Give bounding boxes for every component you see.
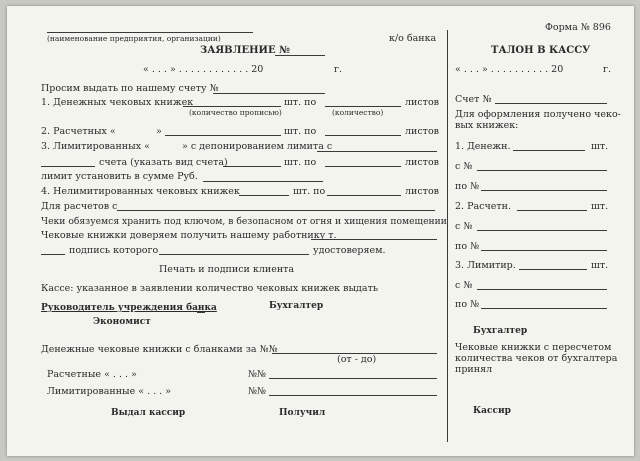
item1-caption-words: (количество прописью) <box>189 108 282 117</box>
signature-sample-line[interactable] <box>159 254 309 255</box>
r3-quantity-line[interactable] <box>519 269 587 270</box>
item3-quantity-line[interactable] <box>223 166 281 167</box>
item3-pcs: шт. по <box>284 157 317 168</box>
coupon-account-line[interactable] <box>495 103 607 104</box>
limited-label: Лимитированные « . . . » <box>47 386 172 397</box>
item4-quantity-line[interactable] <box>239 195 289 196</box>
limit-amount-line[interactable] <box>203 181 323 182</box>
bank-caption: к/о банка <box>389 33 437 44</box>
item2-close: » <box>156 126 162 137</box>
application-title: ЗАЯВЛЕНИЕ № <box>200 45 290 56</box>
item3-account: счета (указать вид счета) <box>99 157 228 168</box>
for-accounts-line[interactable] <box>117 210 435 211</box>
bank-head: Руководитель учреждения банка <box>41 303 217 313</box>
item2-label: 2. Расчетных « <box>41 126 116 137</box>
org-name-line[interactable] <box>47 32 253 33</box>
r2-from: с № <box>455 221 473 232</box>
item1-sheets-line[interactable] <box>325 106 401 107</box>
bank-head-line[interactable] <box>197 312 205 313</box>
r2-quantity-line[interactable] <box>517 210 587 211</box>
r2-to-line[interactable] <box>481 250 607 251</box>
r1-pcs: шт. <box>591 141 609 152</box>
item1-caption-qty: (количество) <box>332 108 384 117</box>
form-sheet <box>7 6 634 456</box>
signature-prefix-line[interactable] <box>41 254 65 255</box>
r1-from: с № <box>455 161 473 172</box>
application-date[interactable]: « . . . » . . . . . . . . . . . . 20 <box>143 64 264 75</box>
limit-line: лимит установить в сумме Руб. <box>41 171 198 182</box>
right-cashier: Кассир <box>473 406 511 416</box>
limited-range-line[interactable] <box>269 395 437 396</box>
received-caption-2: вых книжек: <box>455 120 519 131</box>
trust-line: Чековые книжки доверяем получить нашему работнику т. <box>41 230 337 241</box>
settlement-nn: №№ <box>248 369 266 380</box>
r2-from-line[interactable] <box>477 230 607 231</box>
for-accounts-label: Для расчетов с <box>41 201 118 212</box>
left-accountant: Бухгалтер <box>269 301 324 311</box>
r1-to: по № <box>455 181 480 192</box>
settlement-range-line[interactable] <box>269 378 437 379</box>
r3-from: с № <box>455 280 473 291</box>
item2-quantity-line[interactable] <box>165 135 281 136</box>
coupon-date[interactable]: « . . . » . . . . . . . . . . 20 <box>455 64 564 75</box>
cash-books: Денежные чековые книжки с бланками за №№ <box>41 344 278 355</box>
item4-pcs: шт. по <box>293 186 326 197</box>
item1-sheets: листов <box>405 97 440 108</box>
trust-person-line[interactable] <box>311 239 437 240</box>
item4-sheets-line[interactable] <box>327 195 401 196</box>
r3-pcs: шт. <box>591 260 609 271</box>
r1-from-line[interactable] <box>477 170 607 171</box>
certify: удостоверяем. <box>313 245 386 256</box>
org-caption: (наименование предприятия, организации) <box>47 34 221 43</box>
item4-sheets: листов <box>405 186 440 197</box>
item3-close: » с депонированием лимита с <box>182 141 333 152</box>
application-date-suffix: г. <box>334 64 342 75</box>
coupon-date-suffix: г. <box>603 64 611 75</box>
r3-label: 3. Лимитир. <box>455 260 516 271</box>
issued-by: Выдал кассир <box>111 408 186 418</box>
from-to-caption: (от - до) <box>337 354 377 365</box>
item1-label: 1. Денежных чековых книжек <box>41 97 194 108</box>
r2-label: 2. Расчетн. <box>455 201 511 212</box>
limited-nn: №№ <box>248 386 266 397</box>
item3-label: 3. Лимитированных « <box>41 141 150 152</box>
item3-sheets: листов <box>405 157 440 168</box>
item3-sheets-line[interactable] <box>325 166 401 167</box>
settlement-label: Расчетные « . . . » <box>47 369 137 380</box>
keep-line: Чеки обязуемся хранить под ключом, в безопасном от огня и хищения помещении <box>41 216 447 227</box>
item4-label: 4. Нелимитированных чековых книжек <box>41 186 240 197</box>
item2-sheets: листов <box>405 126 440 137</box>
request-account-line[interactable] <box>213 93 325 94</box>
r1-quantity-line[interactable] <box>513 150 585 151</box>
r1-to-line[interactable] <box>481 190 607 191</box>
economist: Экономист <box>93 317 151 327</box>
r1-label: 1. Денежн. <box>455 141 511 152</box>
recount-2: количества чеков от бухгалтера <box>455 353 618 364</box>
recount-1: Чековые книжки с пересчетом <box>455 342 612 353</box>
r3-to: по № <box>455 299 480 310</box>
seal-caption: Печать и подписи клиента <box>159 264 295 275</box>
coupon-account: Счет № <box>455 94 492 105</box>
item3-deposit-line[interactable] <box>317 151 437 152</box>
item2-pcs: шт. по <box>284 126 317 137</box>
r2-to: по № <box>455 241 480 252</box>
received-by: Получил <box>279 408 326 418</box>
received-caption-1: Для оформления получено чеко- <box>455 109 621 120</box>
item1-quantity-words-line[interactable] <box>183 106 281 107</box>
r2-pcs: шт. <box>591 201 609 212</box>
recount-3: принял <box>455 364 493 375</box>
item1-pcs: шт. по <box>284 97 317 108</box>
item2-sheets-line[interactable] <box>325 135 401 136</box>
r3-from-line[interactable] <box>477 289 607 290</box>
r3-to-line[interactable] <box>481 308 607 309</box>
right-accountant: Бухгалтер <box>473 326 528 336</box>
coupon-title: ТАЛОН В КАССУ <box>491 45 591 56</box>
vertical-divider <box>447 30 448 442</box>
signature-line: подпись которого <box>69 245 159 256</box>
cashier-note: Кассе: указанное в заявлении количество чековых книжек выдать <box>41 283 378 294</box>
application-number-line[interactable] <box>275 55 325 56</box>
item3-account-prefix-line[interactable] <box>41 166 95 167</box>
form-number: Форма № 896 <box>545 22 611 33</box>
request-line: Просим выдать по нашему счету № <box>41 83 219 94</box>
